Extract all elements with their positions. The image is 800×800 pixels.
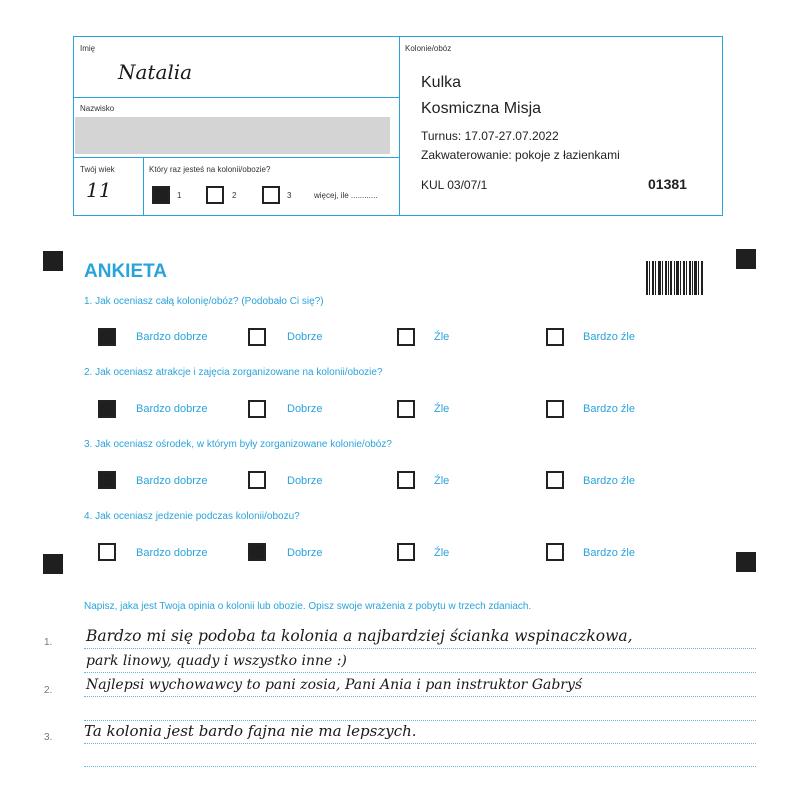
q1-option-bardzo-dobrze-checkbox[interactable] bbox=[98, 328, 116, 346]
line-number: 1. bbox=[44, 637, 53, 648]
q3-option-label: Dobrze bbox=[287, 475, 323, 487]
question-2: 2. Jak oceniasz atrakcje i zajęcia zorganizowane na kolonii/obozie? bbox=[84, 367, 383, 378]
question-1: 1. Jak oceniasz całą kolonię/obóz? (Podobało Ci się?) bbox=[84, 296, 324, 307]
turnus: Turnus: 17.07-27.07.2022 bbox=[421, 129, 559, 143]
camp-program: Kosmiczna Misja bbox=[421, 100, 542, 117]
question-4: 4. Jak oceniasz jedzenie podczas kolonii/obozu? bbox=[84, 511, 300, 522]
q2-option-dobrze-checkbox[interactable] bbox=[248, 400, 266, 418]
q4-option-dobrze-checkbox[interactable] bbox=[248, 543, 266, 561]
q2-option-bardzo-dobrze-checkbox[interactable] bbox=[98, 400, 116, 418]
registration-marker bbox=[736, 552, 756, 572]
form-number: 01381 bbox=[648, 176, 687, 192]
q1-option-label: Bardzo źle bbox=[583, 331, 635, 343]
times-label: Który raz jesteś na kolonii/obozie? bbox=[149, 165, 271, 174]
first-name-label: Imię bbox=[80, 44, 96, 53]
times-option-1: 1 bbox=[177, 191, 182, 200]
q1-option-label: Źle bbox=[434, 331, 450, 343]
q3-option-label: Bardzo źle bbox=[583, 475, 635, 487]
barcode-icon bbox=[646, 261, 704, 295]
times-checkbox-3[interactable] bbox=[262, 186, 280, 204]
writing-line bbox=[84, 696, 756, 697]
q1-option-bardzo-zle-checkbox[interactable] bbox=[546, 328, 564, 346]
q2-option-zle-checkbox[interactable] bbox=[397, 400, 415, 418]
q4-option-label: Bardzo źle bbox=[583, 547, 635, 559]
q4-option-bardzo-zle-checkbox[interactable] bbox=[546, 543, 564, 561]
registration-marker bbox=[43, 251, 63, 271]
registration-marker bbox=[43, 554, 63, 574]
q2-option-label: Bardzo dobrze bbox=[136, 403, 208, 415]
times-option-3: 3 bbox=[287, 191, 292, 200]
writing-line bbox=[84, 720, 756, 721]
camp-name: Kulka bbox=[421, 74, 462, 91]
q1-option-label: Bardzo dobrze bbox=[136, 331, 208, 343]
q1-option-dobrze-checkbox[interactable] bbox=[248, 328, 266, 346]
last-name-redaction bbox=[75, 117, 390, 154]
q2-option-label: Dobrze bbox=[287, 403, 323, 415]
q3-option-label: Źle bbox=[434, 475, 450, 487]
form-code: KUL 03/07/1 bbox=[421, 178, 488, 192]
q3-option-zle-checkbox[interactable] bbox=[397, 471, 415, 489]
q4-option-zle-checkbox[interactable] bbox=[397, 543, 415, 561]
times-option-2: 2 bbox=[232, 191, 237, 200]
q3-option-bardzo-dobrze-checkbox[interactable] bbox=[98, 471, 116, 489]
times-checkbox-1[interactable] bbox=[152, 186, 170, 204]
line-number: 3. bbox=[44, 732, 53, 743]
q4-option-label: Bardzo dobrze bbox=[136, 547, 208, 559]
writing-line bbox=[84, 672, 756, 673]
q1-option-label: Dobrze bbox=[287, 331, 323, 343]
accommodation: Zakwaterowanie: pokoje z łazienkami bbox=[421, 148, 620, 162]
question-3: 3. Jak oceniasz ośrodek, w którym były zorganizowane kolonie/obóz? bbox=[84, 439, 392, 450]
last-name-label: Nazwisko bbox=[80, 104, 115, 113]
writing-line bbox=[84, 743, 756, 744]
first-name-value[interactable]: Natalia bbox=[118, 60, 193, 84]
opinion-sentence[interactable]: Ta kolonia jest bardo fajna nie ma lepszych. bbox=[84, 722, 417, 740]
q2-option-label: Bardzo źle bbox=[583, 403, 635, 415]
q1-option-zle-checkbox[interactable] bbox=[397, 328, 415, 346]
opinion-sentence[interactable]: park linowy, quady i wszystko inne :) bbox=[86, 653, 347, 669]
writing-line bbox=[84, 648, 756, 649]
survey-title: ANKIETA bbox=[84, 261, 168, 282]
opinion-sentence[interactable]: Najlepsi wychowawcy to pani zosia, Pani Ania i pan instruktor Gabryś bbox=[86, 677, 583, 693]
line-number: 2. bbox=[44, 685, 53, 696]
q3-option-bardzo-zle-checkbox[interactable] bbox=[546, 471, 564, 489]
writing-line bbox=[84, 766, 756, 767]
age-label: Twój wiek bbox=[80, 165, 115, 174]
q3-option-label: Bardzo dobrze bbox=[136, 475, 208, 487]
q4-option-label: Źle bbox=[434, 547, 450, 559]
q4-option-bardzo-dobrze-checkbox[interactable] bbox=[98, 543, 116, 561]
opinion-sentence[interactable]: Bardzo mi się podoba ta kolonia a najbardziej ścianka wspinaczkowa, bbox=[86, 627, 633, 645]
q3-option-dobrze-checkbox[interactable] bbox=[248, 471, 266, 489]
q4-option-label: Dobrze bbox=[287, 547, 323, 559]
camp-label: Kolonie/obóz bbox=[405, 44, 452, 53]
q2-option-bardzo-zle-checkbox[interactable] bbox=[546, 400, 564, 418]
times-more-label: więcej, ile ............ bbox=[314, 191, 378, 200]
times-checkbox-2[interactable] bbox=[206, 186, 224, 204]
divider bbox=[73, 97, 400, 98]
age-value[interactable]: 11 bbox=[86, 178, 112, 202]
q2-option-label: Źle bbox=[434, 403, 450, 415]
divider bbox=[73, 157, 400, 158]
divider bbox=[143, 157, 144, 215]
registration-marker bbox=[736, 249, 756, 269]
opinion-instruction: Napisz, jaka jest Twoja opinia o kolonii lub obozie. Opisz swoje wrażenia z pobytu w trzech zdaniach. bbox=[84, 601, 532, 612]
